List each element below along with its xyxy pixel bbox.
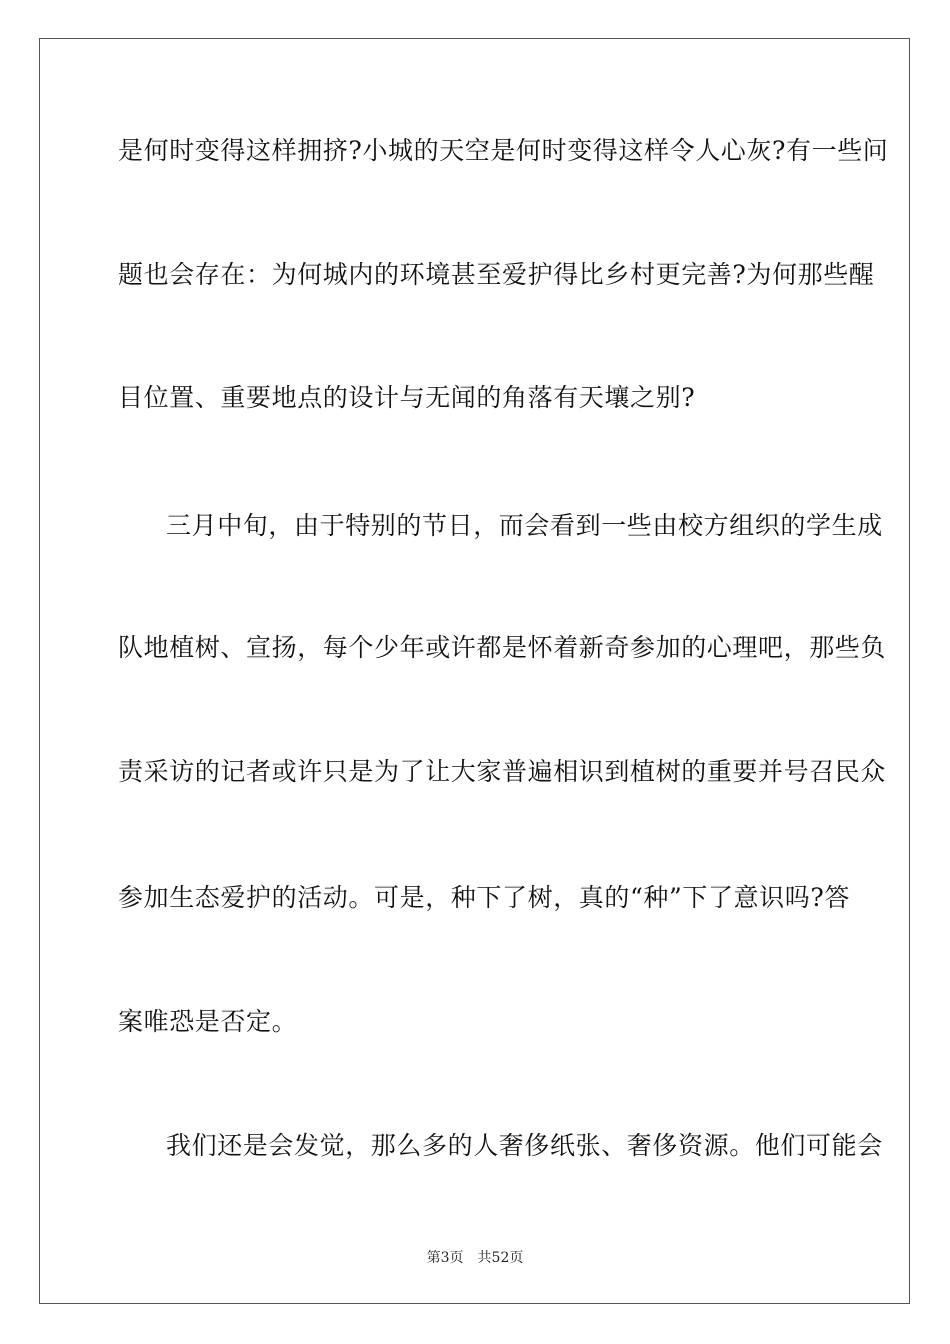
page-footer (0, 1249, 950, 1267)
body-text-line-2: 题也会存在：为何城内的环境甚至爱护得比乡村更完善?为何那些醒 (118, 260, 875, 289)
page-border (39, 38, 910, 1304)
body-text-line-6: 责采访的记者或许只是为了让大家普遍相识到植树的重要并号召民众 (118, 757, 887, 786)
page-total: 共52页 (477, 1250, 524, 1266)
body-text-line-4: 三月中旬，由于特别的节日，而会看到一些由校方组织的学生成 (166, 511, 883, 540)
body-text-line-3: 目位置、重要地点的设计与无闻的角落有天壤之别? (118, 383, 696, 412)
body-text-line-9: 我们还是会发觉，那么多的人奢侈纸张、奢侈资源。他们可能会 (166, 1131, 883, 1160)
body-text-line-7: 参加生态爱护的活动。可是，种下了树，真的“种”下了意识吗?答 (118, 883, 850, 912)
body-text-line-1: 是何时变得这样拥挤?小城的天空是何时变得这样令人心灰?有一些问 (118, 136, 889, 165)
body-text-line-5: 队地植树、宣扬，每个少年或许都是怀着新奇参加的心理吧，那些负 (118, 633, 887, 662)
page-number: 第3页 (426, 1250, 464, 1266)
body-text-line-8: 案唯恐是否定。 (118, 1007, 298, 1036)
